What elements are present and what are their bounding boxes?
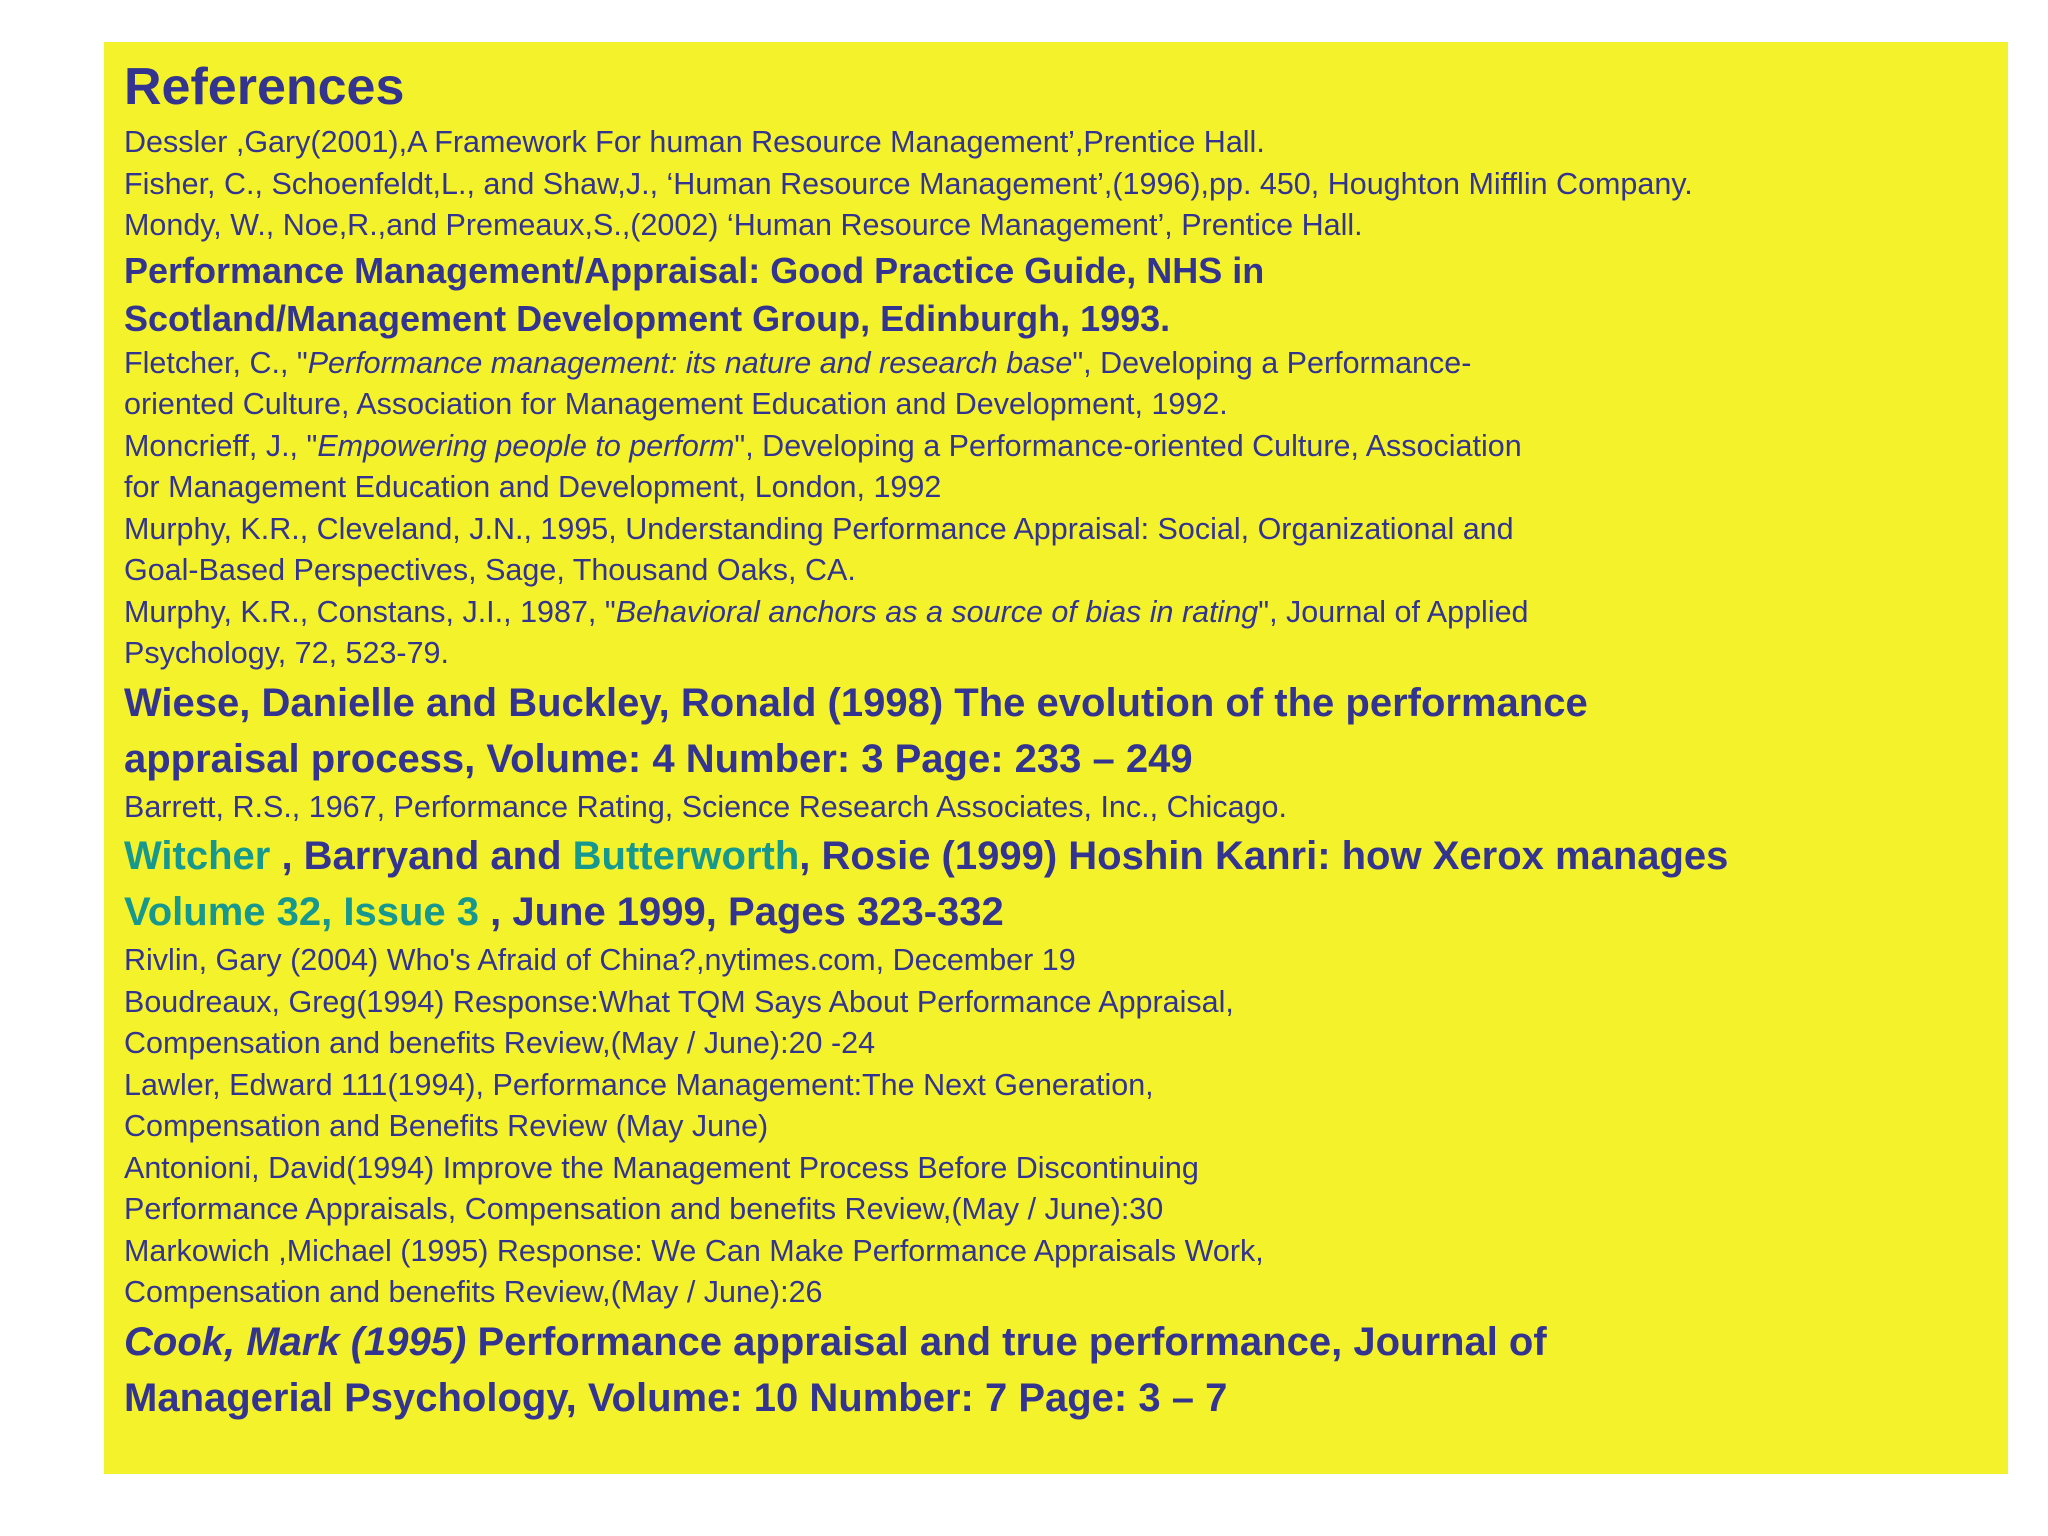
reference-line: Mondy, W., Noe,R.,and Premeaux,S.,(2002) ‘Human Resource Management’, Prentice Hall. <box>124 208 1363 242</box>
reference-line: Scotland/Management Development Group, Edinburgh, 1993. <box>124 297 1171 339</box>
reference-title: Empowering people to perform <box>317 428 735 463</box>
reference-line: Markowich ,Michael (1995) Response: We Can Make Performance Appraisals Work, <box>124 1233 1264 1268</box>
reference-author: Fletcher, C., " <box>124 345 308 380</box>
reference-title: Behavioral anchors as a source of bias in rating <box>615 594 1259 629</box>
reference-fletcher <box>124 343 2004 426</box>
reference-line: Rivlin, Gary (2004) Who's Afraid of China?,nytimes.com, December 19 <box>124 943 1076 977</box>
reference-line: Barrett, R.S., 1967, Performance Rating, Science Research Associates, Inc., Chicago. <box>124 789 1287 824</box>
reference-title: Performance management: its nature and research base <box>307 345 1073 380</box>
reference-line: Compensation and benefits Review,(May / June):26 <box>124 1275 823 1309</box>
reference-mondy <box>124 205 2004 247</box>
reference-murphy-1987 <box>124 592 2004 675</box>
reference-line <box>124 592 2004 634</box>
reference-nhs <box>124 247 2004 343</box>
reference-author: Moncrieff, J., " <box>124 428 318 463</box>
reference-text: Performance appraisal and true performance, Journal of <box>477 1319 1547 1364</box>
reference-volume-link: Volume 32, Issue 3 <box>124 890 479 934</box>
reference-line: oriented Culture, Association for Management Education and Development, 1992. <box>124 387 1228 421</box>
reference-markowich <box>124 1231 2004 1314</box>
reference-text: , June 1999, Pages 323-332 <box>478 890 1004 934</box>
reference-line: Fisher, C., Schoenfeldt,L., and Shaw,J., ‘Human Resource Management’,(1996),pp. 450, Houghton Mifflin Company. <box>124 166 1693 201</box>
reference-text: ", Developing a Performance- <box>1072 345 1472 380</box>
reference-author-link: Butterworth <box>572 834 800 878</box>
reference-line <box>124 828 2004 884</box>
reference-line: for Management Education and Development, London, 1992 <box>124 470 942 504</box>
reference-line: Murphy, K.R., Cleveland, J.N., 1995, Understanding Performance Appraisal: Social, Organizational and <box>124 511 1514 546</box>
reference-author-link: Witcher <box>124 834 271 878</box>
reference-text: ", Journal of Applied <box>1258 594 1529 629</box>
reference-line <box>124 1314 2004 1370</box>
reference-line <box>124 343 2004 385</box>
reference-lawler <box>124 1065 2004 1148</box>
reference-barrett <box>124 787 2004 829</box>
reference-line: Psychology, 72, 523-79. <box>124 636 449 670</box>
reference-line: appraisal process, Volume: 4 Number: 3 Page: 233 – 249 <box>124 736 1193 781</box>
reference-line <box>124 426 2004 468</box>
reference-line: Compensation and Benefits Review (May June) <box>124 1109 769 1143</box>
references-content <box>124 42 2004 1426</box>
reference-line: Performance Management/Appraisal: Good Practice Guide, NHS in <box>124 249 1265 291</box>
reference-line: Antonioni, David(1994) Improve the Management Process Before Discontinuing <box>124 1150 1199 1185</box>
reference-line: Lawler, Edward 111(1994), Performance Management:The Next Generation, <box>124 1067 1154 1102</box>
reference-line: Wiese, Danielle and Buckley, Ronald (1998) The evolution of the performance <box>124 680 1588 725</box>
reference-line: Managerial Psychology, Volume: 10 Number: 7 Page: 3 – 7 <box>124 1375 1228 1420</box>
reference-dessler <box>124 122 2004 164</box>
reference-moncrieff <box>124 426 2004 509</box>
reference-line: Boudreaux, Greg(1994) Response:What TQM Says About Performance Appraisal, <box>124 984 1234 1019</box>
page-title: References <box>124 58 405 116</box>
reference-line: Dessler ,Gary(2001),A Framework For human Resource Management’,Prentice Hall. <box>124 125 1265 159</box>
reference-author: Murphy, K.R., Constans, J.I., 1987, " <box>124 594 616 629</box>
reference-line: Performance Appraisals, Compensation and benefits Review,(May / June):30 <box>124 1192 1164 1226</box>
reference-wiese <box>124 675 2004 787</box>
reference-rivlin <box>124 940 2004 982</box>
reference-boudreaux <box>124 982 2004 1065</box>
reference-fisher <box>124 164 2004 206</box>
reference-murphy-1995 <box>124 509 2004 592</box>
reference-cook <box>124 1314 2004 1426</box>
reference-author: Cook, Mark (1995) <box>124 1319 478 1364</box>
reference-line <box>124 884 2004 940</box>
reference-line: Goal-Based Perspectives, Sage, Thousand Oaks, CA. <box>124 553 856 587</box>
reference-line: Compensation and benefits Review,(May / June):20 -24 <box>124 1026 876 1060</box>
slide-background <box>104 42 2008 1474</box>
reference-text: , Barryand and <box>270 834 573 878</box>
reference-antonioni <box>124 1148 2004 1231</box>
reference-witcher <box>124 828 2004 940</box>
reference-text: , Rosie (1999) Hoshin Kanri: how Xerox manages <box>799 834 1729 878</box>
reference-text: ", Developing a Performance-oriented Culture, Association <box>734 428 1522 463</box>
